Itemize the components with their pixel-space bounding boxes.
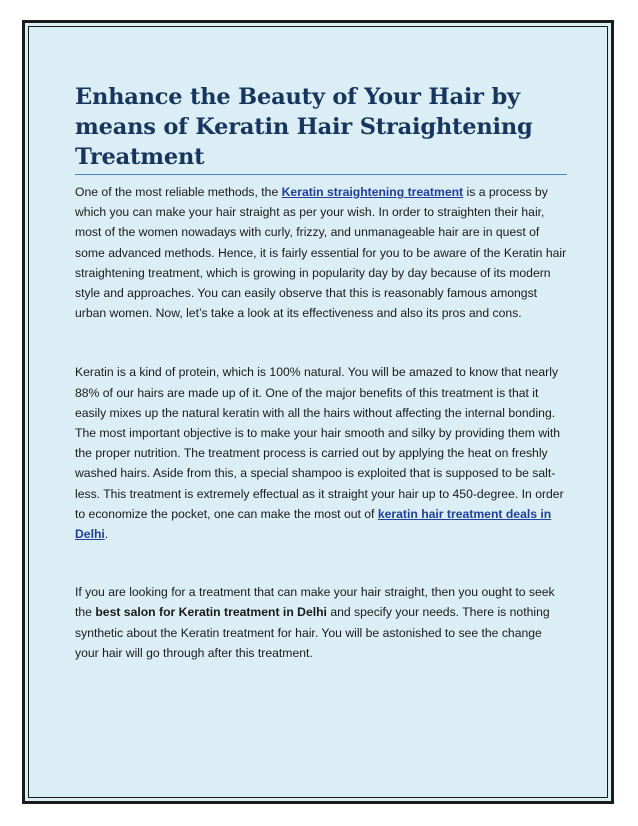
paragraph-keratin-text-after: . — [104, 527, 109, 542]
paragraph-intro-text-before: One of the most reliable methods, the — [75, 185, 282, 199]
paragraph-intro — [75, 182, 567, 323]
best-salon-bold-text: best salon for Keratin treatment in Delhi — [95, 605, 327, 620]
document-title: Enhance the Beauty of Your Hair by means of Keratin Hair Straightening Treatment — [75, 82, 567, 175]
paragraph-keratin-protein — [75, 362, 567, 544]
keratin-straightening-treatment-link[interactable]: Keratin straightening treatment — [281, 185, 464, 199]
paragraph-best-salon — [75, 582, 567, 663]
document-content — [75, 82, 567, 663]
keratin-treatment-deals-link[interactable]: keratin hair treatment deals in Delhi — [75, 506, 552, 542]
paragraph-salon-text-after: and specify your needs. There is nothing synthetic about the Keratin treatment for hair. You will be astonished to see the change your hair will go through after this treatment. — [75, 605, 550, 660]
paragraph-salon-text-before: If you are looking for a treatment that can make your hair straight, then you ought to seek the — [75, 585, 555, 620]
paragraph-keratin-text-before: Keratin is a kind of protein, which is 100% natural. You will be amazed to know that nearly 88% of our hairs are made up of it. One of the major benefits of this treatment is that it easily mixes up the natural keratin with all the hairs without affecting the internal bonding. The most important objective is to make your hair smooth and silky by providing them with the proper nutrition. The treatment process is carried out by applying the heat on freshly washed hairs. Aside from this, a special shampoo is exploited that is supposed to be salt-less. This treatment is extremely effectual as it straight your hair up to 450-degree. In order to economize the pocket, one can make the most out of — [75, 365, 564, 521]
paragraph-intro-text-after: is a process by which you can make your hair straight as per your wish. In order to straighten their hair, most of the women nowadays with curly, frizzy, and unmanageable hair are in quest of some advanced methods. Hence, it is fairly essential for you to be aware of the Keratin hair straightening treatment, which is growing in popularity day by day because of its modern style and approaches. You can easily observe that this is reasonably famous amongst urban women. Now, let’s take a look at its effectiveness and also its pros and cons. — [75, 185, 567, 321]
